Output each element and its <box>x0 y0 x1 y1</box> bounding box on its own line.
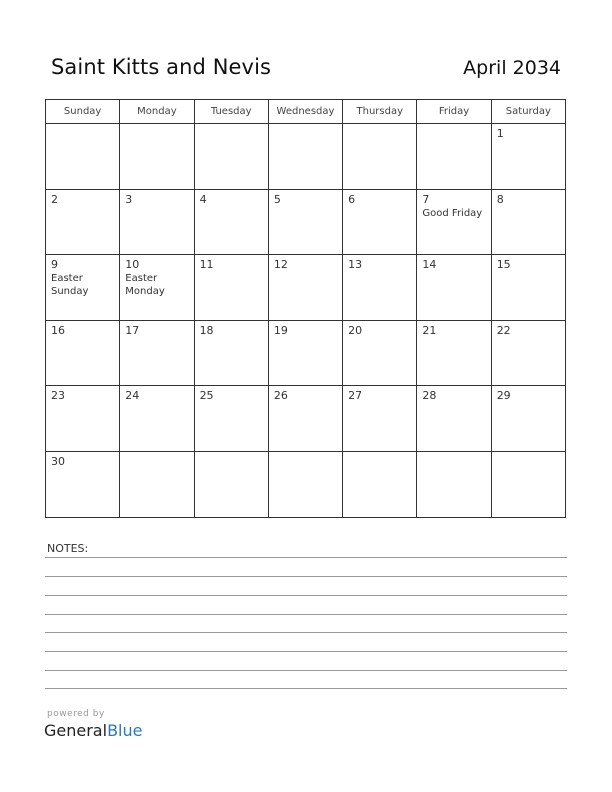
day-number: 7 <box>422 192 430 206</box>
month-title: April 2034 <box>463 57 561 79</box>
holiday-label: Good Friday <box>422 207 483 219</box>
day-cell <box>46 451 120 517</box>
notes-line <box>45 614 567 615</box>
day-cell <box>120 451 194 517</box>
day-cell <box>343 255 417 321</box>
day-cell <box>268 255 342 321</box>
calendar-grid <box>45 99 566 518</box>
day-cell <box>491 189 565 255</box>
day-cell <box>491 124 565 190</box>
day-number: 6 <box>348 192 356 206</box>
day-cell <box>491 320 565 386</box>
day-cell <box>194 320 268 386</box>
day-cell <box>268 451 342 517</box>
day-number: 28 <box>422 389 437 403</box>
day-cell <box>417 320 491 386</box>
day-number: 21 <box>422 323 437 337</box>
notes-label: NOTES: <box>47 542 89 555</box>
day-cell <box>491 451 565 517</box>
notes-line <box>45 632 567 633</box>
day-cell <box>120 386 194 452</box>
day-number: 26 <box>273 389 288 403</box>
week-row <box>46 451 566 517</box>
day-cell <box>194 124 268 190</box>
day-number: 14 <box>422 258 437 272</box>
day-cell <box>120 189 194 255</box>
weekday-monday: Monday <box>120 100 194 124</box>
day-cell <box>46 255 120 321</box>
generalblue-logo[interactable] <box>44 721 142 740</box>
weekday-header-row <box>46 100 566 124</box>
week-row <box>46 255 566 321</box>
logo-blue: Blue <box>107 721 143 740</box>
week-row <box>46 386 566 452</box>
day-cell <box>194 386 268 452</box>
day-cell <box>491 255 565 321</box>
day-cell <box>120 255 194 321</box>
day-cell <box>417 386 491 452</box>
weekday-sunday: Sunday <box>46 100 120 124</box>
day-cell <box>343 386 417 452</box>
day-number: 8 <box>496 192 504 206</box>
weekday-saturday: Saturday <box>491 100 565 124</box>
day-number: 23 <box>51 389 65 403</box>
day-number: 4 <box>199 192 207 206</box>
day-number: 5 <box>273 192 281 206</box>
notes-line <box>45 651 567 652</box>
day-number: 18 <box>199 323 214 337</box>
day-number: 30 <box>51 454 65 468</box>
holiday-label: Easter Sunday <box>51 273 89 298</box>
day-cell <box>46 386 120 452</box>
day-number: 12 <box>273 258 288 272</box>
day-cell <box>491 386 565 452</box>
weekday-friday: Friday <box>417 100 491 124</box>
logo-general: General <box>44 721 108 740</box>
week-row <box>46 124 566 190</box>
day-number: 17 <box>125 323 140 337</box>
day-number: 15 <box>496 258 511 272</box>
day-cell <box>417 189 491 255</box>
day-cell <box>46 189 120 255</box>
day-number: 24 <box>125 389 140 403</box>
notes-line <box>45 595 567 596</box>
day-cell <box>194 451 268 517</box>
day-cell <box>417 124 491 190</box>
day-cell <box>194 255 268 321</box>
day-number: 22 <box>496 323 511 337</box>
day-number: 25 <box>199 389 214 403</box>
day-cell <box>46 124 120 190</box>
notes-line <box>45 576 567 577</box>
day-cell <box>268 124 342 190</box>
notes-line <box>45 688 567 689</box>
day-number: 29 <box>496 389 511 403</box>
day-cell <box>343 320 417 386</box>
day-number: 2 <box>51 192 58 206</box>
weekday-wednesday: Wednesday <box>268 100 342 124</box>
notes-line <box>45 557 567 558</box>
holiday-label: Easter Monday <box>125 273 165 298</box>
day-cell <box>120 320 194 386</box>
weekday-thursday: Thursday <box>343 100 417 124</box>
weekday-tuesday: Tuesday <box>194 100 268 124</box>
day-number: 16 <box>51 323 65 337</box>
day-cell <box>268 189 342 255</box>
notes-line <box>45 670 567 671</box>
day-number: 13 <box>348 258 363 272</box>
day-number: 11 <box>199 258 214 272</box>
day-number: 1 <box>496 127 504 140</box>
week-row <box>46 189 566 255</box>
powered-by-text: powered by <box>47 709 105 719</box>
day-cell <box>343 451 417 517</box>
day-cell <box>343 124 417 190</box>
day-cell <box>194 189 268 255</box>
day-cell <box>46 320 120 386</box>
day-number: 3 <box>125 192 133 206</box>
day-cell <box>120 124 194 190</box>
day-cell <box>268 320 342 386</box>
day-cell <box>343 189 417 255</box>
day-number: 27 <box>348 389 363 403</box>
day-cell <box>268 386 342 452</box>
day-number: 19 <box>273 323 288 337</box>
day-cell <box>417 255 491 321</box>
day-number: 10 <box>125 258 140 272</box>
day-number: 20 <box>348 323 363 337</box>
day-cell <box>417 451 491 517</box>
week-row <box>46 320 566 386</box>
day-number: 9 <box>51 258 58 272</box>
country-title: Saint Kitts and Nevis <box>51 55 272 79</box>
